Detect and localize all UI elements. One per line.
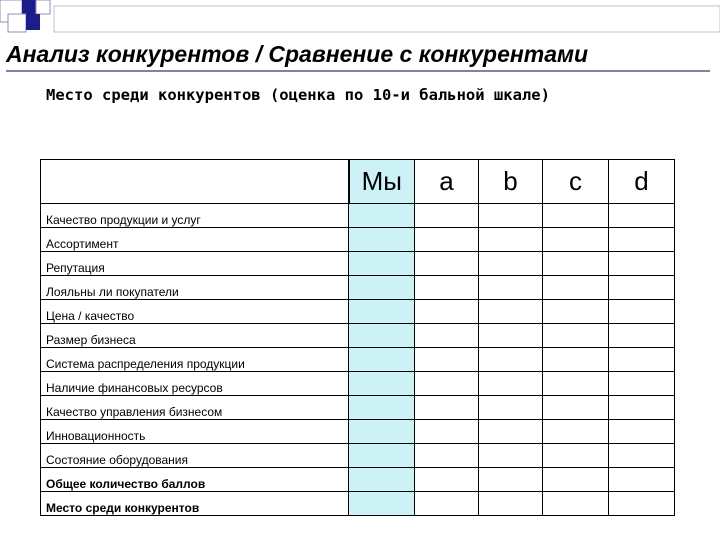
score-cell — [415, 468, 479, 492]
table-row — [41, 300, 675, 324]
score-cell — [609, 300, 675, 324]
score-cell — [543, 276, 609, 300]
row-label: Система распределения продукции — [41, 348, 349, 372]
score-cell — [479, 372, 543, 396]
row-label: Наличие финансовых ресурсов — [41, 372, 349, 396]
table-row — [41, 204, 675, 228]
score-cell — [415, 420, 479, 444]
title-divider — [6, 70, 710, 72]
competitor-comparison-table — [40, 159, 675, 516]
table-row — [41, 228, 675, 252]
table-row — [41, 324, 675, 348]
score-cell — [415, 372, 479, 396]
column-header-a: a — [415, 160, 479, 204]
score-cell — [543, 492, 609, 516]
score-cell — [609, 492, 675, 516]
score-cell — [543, 324, 609, 348]
score-cell — [349, 468, 415, 492]
score-cell — [479, 204, 543, 228]
score-cell — [415, 228, 479, 252]
row-label: Репутация — [41, 252, 349, 276]
score-cell — [349, 420, 415, 444]
row-label: Состояние оборудования — [41, 444, 349, 468]
column-header-d: d — [609, 160, 675, 204]
score-cell — [479, 228, 543, 252]
table-row — [41, 252, 675, 276]
score-cell — [479, 324, 543, 348]
column-header-c: c — [543, 160, 609, 204]
score-cell — [349, 348, 415, 372]
score-cell — [349, 396, 415, 420]
score-cell — [415, 444, 479, 468]
table-row — [41, 348, 675, 372]
score-cell — [543, 228, 609, 252]
row-label: Качество управления бизнесом — [41, 396, 349, 420]
score-cell — [479, 396, 543, 420]
score-cell — [609, 228, 675, 252]
table-row — [41, 276, 675, 300]
score-cell — [479, 276, 543, 300]
row-label: Инновационность — [41, 420, 349, 444]
score-cell — [479, 420, 543, 444]
score-cell — [543, 468, 609, 492]
score-cell — [609, 252, 675, 276]
score-cell — [415, 204, 479, 228]
table-row — [41, 492, 675, 516]
table-row — [41, 420, 675, 444]
slide-subtitle: Место среди конкурентов (оценка по 10-и бальной шкале) — [46, 86, 550, 104]
score-cell — [543, 420, 609, 444]
score-cell — [349, 324, 415, 348]
score-cell — [543, 300, 609, 324]
row-label: Ассортимент — [41, 228, 349, 252]
score-cell — [415, 276, 479, 300]
row-label: Общее количество баллов — [41, 468, 349, 492]
slide-title: Анализ конкурентов / Сравнение с конкурентами — [6, 41, 589, 67]
score-cell — [349, 228, 415, 252]
score-cell — [609, 444, 675, 468]
score-cell — [479, 492, 543, 516]
score-cell — [349, 492, 415, 516]
score-cell — [543, 372, 609, 396]
score-cell — [609, 396, 675, 420]
score-cell — [479, 300, 543, 324]
score-cell — [543, 252, 609, 276]
score-cell — [415, 324, 479, 348]
row-label: Цена / качество — [41, 300, 349, 324]
score-cell — [349, 276, 415, 300]
score-cell — [479, 252, 543, 276]
row-label: Лояльны ли покупатели — [41, 276, 349, 300]
score-cell — [543, 396, 609, 420]
score-cell — [609, 324, 675, 348]
score-cell — [415, 252, 479, 276]
score-cell — [543, 204, 609, 228]
score-cell — [609, 276, 675, 300]
score-cell — [349, 252, 415, 276]
score-cell — [349, 372, 415, 396]
score-cell — [543, 348, 609, 372]
score-cell — [415, 300, 479, 324]
table-row — [41, 444, 675, 468]
table-row — [41, 372, 675, 396]
table-row — [41, 396, 675, 420]
column-header-us: Мы — [349, 160, 415, 204]
decorative-squares-header — [0, 0, 720, 40]
score-cell — [349, 204, 415, 228]
score-cell — [415, 396, 479, 420]
score-cell — [609, 468, 675, 492]
score-cell — [479, 348, 543, 372]
score-cell — [543, 444, 609, 468]
score-cell — [349, 444, 415, 468]
score-cell — [609, 372, 675, 396]
row-label: Размер бизнеса — [41, 324, 349, 348]
table-header-row — [41, 160, 675, 204]
score-cell — [609, 420, 675, 444]
score-cell — [609, 348, 675, 372]
score-cell — [415, 492, 479, 516]
table-row — [41, 468, 675, 492]
score-cell — [349, 300, 415, 324]
row-label: Место среди конкурентов — [41, 492, 349, 516]
row-label: Качество продукции и услуг — [41, 204, 349, 228]
column-header-b: b — [479, 160, 543, 204]
header-corner-cell — [41, 160, 349, 204]
score-cell — [609, 204, 675, 228]
score-cell — [479, 444, 543, 468]
score-cell — [479, 468, 543, 492]
score-cell — [415, 348, 479, 372]
